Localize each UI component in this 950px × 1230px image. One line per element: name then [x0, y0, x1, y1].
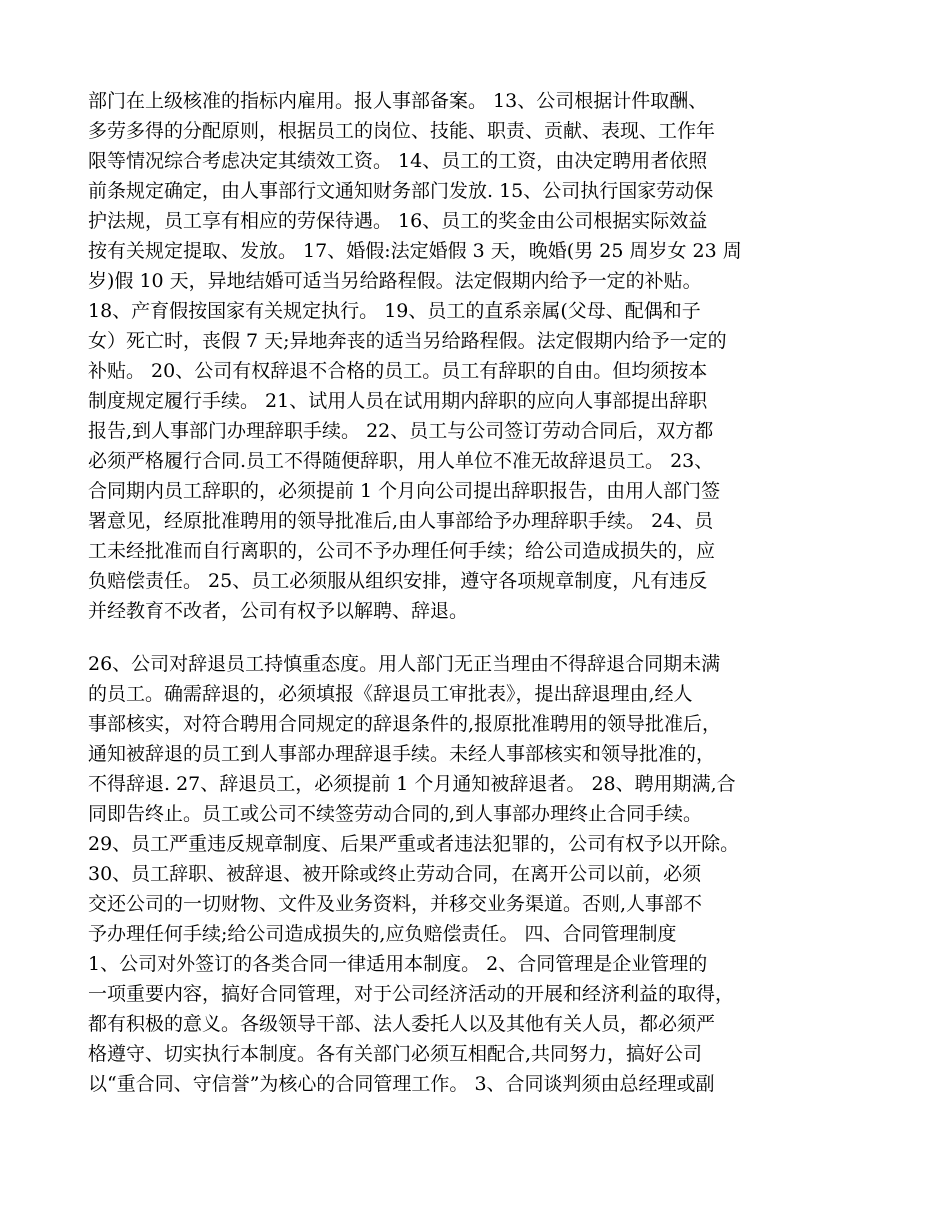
text-line: 工未经批准而自行离职的，公司不予办理任何手续；给公司造成损失的，应 — [88, 540, 716, 562]
text-line: 26、公司对辞退员工持慎重态度。用人部门无正当理由不得辞退合同期未满 — [88, 653, 721, 675]
text-line: 补贴。 20、公司有权辞退不合格的员工。员工有辞职的自由。但均须按本 — [88, 360, 708, 382]
text-line: 以“重合同、守信誉”为核心的合同管理工作。 3、合同谈判须由总经理或副 — [88, 1073, 715, 1095]
text-line: 护法规，员工享有相应的劳保待遇。 16、员工的奖金由公司根据实际效益 — [88, 210, 708, 232]
text-line: 的员工。确需辞退的，必须填报《辞退员工审批表》，提出辞退理由,经人 — [88, 683, 693, 705]
text-line: 29、员工严重违反规章制度、后果严重或者违法犯罪的，公司有权予以开除。 — [88, 833, 740, 855]
text-line: 事部核实，对符合聘用合同规定的辞退条件的,报原批准聘用的领导批准后， — [88, 713, 722, 735]
text-line: 岁)假 10 天，异地结婚可适当另给路程假。法定假期内给予一定的补贴。 — [88, 270, 702, 292]
text-line: 按有关规定提取、发放。 17、婚假:法定婚假 3 天，晚婚(男 25 周岁女 23 周 — [88, 240, 742, 262]
text-line: 并经教育不改者，公司有权予以解聘、辞退。 — [88, 600, 469, 622]
text-line: 通知被辞退的员工到人事部办理辞退手续。未经人事部核实和领导批准的， — [88, 743, 716, 765]
paragraph-2 — [88, 649, 888, 1099]
text-line: 30、员工辞职、被辞退、被开除或终止劳动合同，在离开公司以前，必须 — [88, 863, 702, 885]
text-line: 交还公司的一切财物、文件及业务资料，并移交业务渠道。否则,人事部不 — [88, 893, 703, 915]
text-line: 格遵守、切实执行本制度。各有关部门必须互相配合,共同努力，搞好公司 — [88, 1043, 703, 1065]
text-line: 部门在上级核准的指标内雇用。报人事部备案。 13、公司根据计件取酬、 — [88, 90, 708, 112]
text-line: 不得辞退. 27、辞退员工，必须提前 1 个月通知被辞退者。 28、聘用期满,合 — [88, 773, 736, 795]
text-line: 制度规定履行手续。 21、试用人员在试用期内辞职的应向人事部提出辞职 — [88, 390, 708, 412]
text-line: 都有积极的意义。各级领导干部、法人委托人以及其他有关人员，都必须严 — [88, 1013, 716, 1035]
document-page — [88, 86, 888, 1099]
text-line: 多劳多得的分配原则，根据员工的岗位、技能、职责、贡献、表现、工作年 — [88, 120, 716, 142]
text-line: 1、公司对外签订的各类合同一律适用本制度。 2、合同管理是企业管理的 — [88, 953, 708, 975]
text-line: 18、产育假按国家有关规定执行。 19、员工的直系亲属(父母、配偶和子 — [88, 300, 701, 322]
text-line: 予办理任何手续;给公司造成损失的,应负赔偿责任。 四、合同管理制度 — [88, 923, 677, 945]
text-line: 必须严格履行合同.员工不得随便辞职，用人单位不准无故辞退员工。 23、 — [88, 450, 714, 472]
text-line: 限等情况综合考虑决定其绩效工资。 14、员工的工资，由决定聘用者依照 — [88, 150, 708, 172]
text-line: 一项重要内容，搞好合同管理，对于公司经济活动的开展和经济利益的取得， — [88, 983, 735, 1005]
text-line: 负赔偿责任。 25、员工必须服从组织安排，遵守各项规章制度，凡有违反 — [88, 570, 708, 592]
text-line: 合同期内员工辞职的，必须提前 1 个月向公司提出辞职报告，由用人部门签 — [88, 480, 721, 502]
text-line: 同即告终止。员工或公司不续签劳动合同的,到人事部办理终止合同手续。 — [88, 803, 703, 825]
paragraph-1 — [88, 86, 888, 626]
text-line: 前条规定确定，由人事部行文通知财务部门发放. 15、公司执行国家劳动保 — [88, 180, 714, 202]
text-line: 署意见，经原批准聘用的领导批准后,由人事部给予办理辞职手续。 24、员 — [88, 510, 714, 532]
text-line: 报告,到人事部门办理辞职手续。 22、员工与公司签订劳动合同后，双方都 — [88, 420, 714, 442]
text-line: 女）死亡时，丧假 7 天;异地奔丧的适当另给路程假。法定假期内给予一定的 — [88, 330, 727, 352]
